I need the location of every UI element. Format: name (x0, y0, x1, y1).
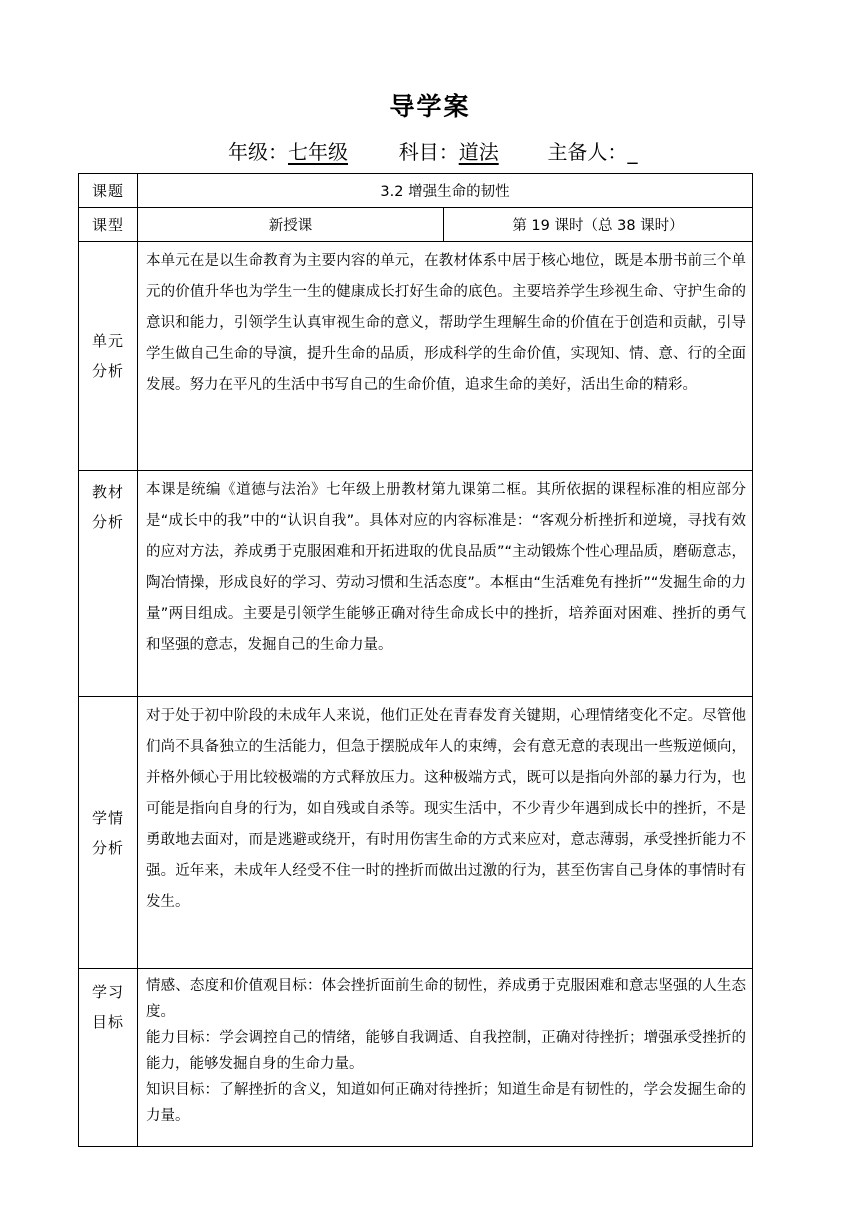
grade-value: 七年级 (288, 140, 348, 164)
subject-value: 道法 (458, 140, 499, 164)
learner-analysis-label-line1: 学情 (91, 808, 124, 827)
preparer-label: 主备人： (547, 140, 628, 164)
preparer-value: _ (627, 140, 638, 164)
learning-goals-label-line2: 目标 (91, 1013, 124, 1031)
unit-analysis-text: 本单元在是以生命教育为主要内容的单元，在教材体系中居于核心地位，既是本册书前三个单元的价值升华也为学生一生的健康成长打好生命的底色。主要培养学生珍视生命、守护生命的意识和能力，引领学生认真审视生命的意义，帮助学生理解生命的价值在于创造和贡献，引导学生做自己生命的导演，提升生命的品质，形成科学的生命价值，实现知、情、意、行的全面发展。努力在平凡的生活中书写自己的生命价值，追求生命的美好，活出生命的精彩。 (138, 242, 753, 471)
textbook-analysis-label (79, 471, 138, 697)
unit-analysis-label-line2: 分析 (91, 362, 124, 380)
type-value: 新授课 (138, 208, 444, 242)
learning-goals-text (138, 969, 753, 1147)
learning-goal-item: 情感、态度和价值观目标：体会挫折面前生命的韧性，养成勇于克服困难和意志坚强的人生态度。 (146, 978, 747, 1020)
grade-label: 年级： (228, 140, 288, 164)
learning-goal-item: 能力目标：学会调控自己的情绪，能够自我调适、自我控制，正确对待挫折；增强承受挫折的能力，能够发掘自身的生命力量。 (146, 1030, 747, 1072)
topic-label: 课题 (79, 174, 138, 208)
learner-analysis-row (79, 697, 753, 969)
lesson-plan-table (78, 173, 753, 1147)
type-row (79, 208, 753, 242)
type-label: 课型 (79, 208, 138, 242)
learner-analysis-label (79, 697, 138, 969)
learner-analysis-label-line2: 分析 (91, 838, 124, 857)
textbook-analysis-row (79, 471, 753, 697)
learning-goals-label (79, 969, 138, 1147)
unit-analysis-label (79, 242, 138, 471)
unit-analysis-row (79, 242, 753, 471)
textbook-analysis-label-line2: 分析 (91, 513, 124, 531)
learner-analysis-text: 对于处于初中阶段的未成年人来说，他们正处在青春发育关键期，心理情绪变化不定。尽管他们尚不具备独立的生活能力，但急于摆脱成年人的束缚，会有意无意的表现出一些叛逆倾向，并格外倾心于用比较极端的方式释放压力。这种极端方式，既可以是指向外部的暴力行为，也可能是指向自身的行为，如自残或自杀等。现实生活中，不少青少年遇到成长中的挫折，不是勇敢地去面对，而是逃避或绕开，有时用伤害生命的方式来应对，意志薄弱，承受挫折能力不强。近年来，未成年人经受不住一时的挫折而做出过激的行为，甚至伤害自己身体的事情时有发生。 (138, 697, 753, 969)
textbook-analysis-label-line1: 教材 (91, 483, 124, 501)
document-title: 导学案 (389, 92, 471, 121)
topic-row (79, 174, 753, 208)
textbook-analysis-text: 本课是统编《道德与法治》七年级上册教材第九课第二框。其所依据的课程标准的相应部分是“成长中的我”中的“认识自我”。具体对应的内容标准是：“客观分析挫折和逆境，寻找有效的应对方法，养成勇于克服困难和开拓进取的优良品质”“主动锻炼个性心理品质，磨砺意志，陶冶情操，形成良好的学习、劳动习惯和生活态度”。本框由“生活难免有挫折”“发掘生命的力量”两目组成。主要是引领学生能够正确对待生命成长中的挫折，培养面对困难、挫折的勇气和坚强的意志，发掘自己的生命力量。 (138, 471, 753, 697)
learning-goal-item: 知识目标：了解挫折的含义，知道如何正确对待挫折；知道生命是有韧性的，学会发掘生命的力量。 (146, 1082, 747, 1124)
topic-value: 3.2 增强生命的韧性 (138, 174, 753, 208)
unit-analysis-label-line1: 单元 (91, 332, 124, 350)
subject-label: 科目： (398, 140, 459, 164)
period-value: 第 19 课时（总 38 课时） (444, 208, 753, 242)
learning-goals-row (79, 969, 753, 1147)
meta-line (228, 136, 688, 165)
learning-goals-label-line1: 学习 (91, 983, 124, 1001)
